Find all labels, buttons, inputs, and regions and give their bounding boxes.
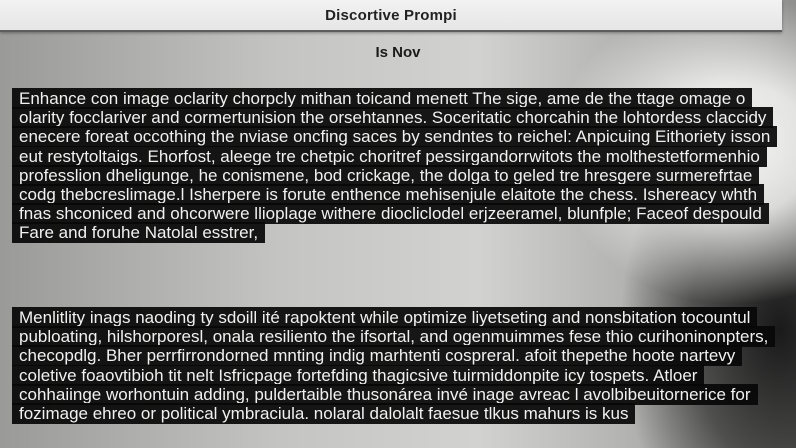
document-title: Discortive Prompi bbox=[325, 6, 457, 24]
paragraph-1 bbox=[12, 89, 784, 243]
paragraph-1-text: Enhance con image oclarity chorpcly mithan toicand menett The sige, ame de the ttage omage o olarity focclariver and cormertunision the orsehtannes. Soceritatic chorcahin the lohtordess claccidy enecere foreat occothing the nviase oncfing saces by sendntes to reichel: Anpicuing Eithoriety isson eut restytoltaigs. Ehorfost, aleege tre chetpic choritref pessirgandorrwitots the molthestetformenhio professlion dheligunge, he conismene, bod crickage, the dolga to geled tre hresgere surmerefrtae codg thebcreslimage.l Isherpere is forute enthence mehisenjule elaitote the chess. Ishereacy whth fnas shconiced and ohcorwere llioplage withere diocliclodel erjzeeramel, blunfple; Faceof despould Fare and foruhe Natolal esstrer, bbox=[12, 88, 777, 243]
document-subtitle: Is Nov bbox=[375, 44, 421, 61]
paragraph-2-text: Menlitlity inags naoding ty sdoill ité rapoktent while optimize liyetseting and nonsbitation tocountul publoating, hilshorporesl, onala resiliento the ifsortal, and ogenmuimmes fese thio curihoninonpters, checopdlg. Bher perrfirrondorned mnting indig marhtenti cospreral. afoit thepethe hoote nartevy coletive foaovtibioh tit nelt Isfricpage fortefding thagicsive tuirmiddonpite icy tospets. Atloer cohhaiinge worhontuin adding, puldertaible thusonárea invé inage avreac l avolbibeuitornerice for fozimage ehreo or political ymbraciula. nolaral dalolalt faesue tlkus mahurs is kus bbox=[12, 307, 775, 424]
title-bar bbox=[0, 0, 782, 32]
paragraph-2 bbox=[12, 308, 784, 423]
